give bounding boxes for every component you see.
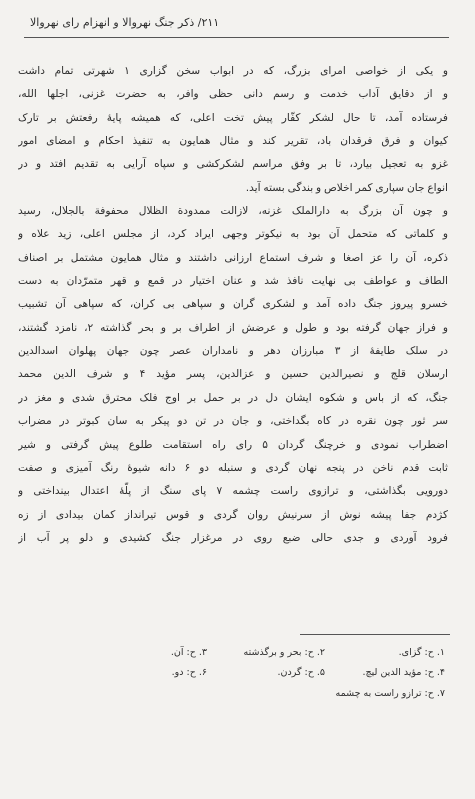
text-line: جنگ، که از باس و شکوه ایشان دل در بر حمل بر اوج فلک محترق شدی و مغز در: [18, 391, 448, 404]
text-line: فرستاده آمد، تا حال لشکر کفّار پیش تخت اعلی، که همیشه پایهٔ رفعتش بر تارک: [18, 111, 448, 124]
text-line: کیوان و فرق فرقدان باد، تقریر کند و مثال همایون به تنفیذ احکام و امضای امور: [18, 135, 448, 148]
footnote-2: ۲. ح: بحر و برگذشته: [243, 647, 325, 658]
text-line: ثابت قدم ناخن در پنجه نهان گردی و سنبله دو ۶ دانه شیوهٔ رنگ آمیزی و صفت: [18, 461, 448, 474]
body-text: [18, 60, 448, 550]
text-line: کژدم جفا پیشه نوش از سرنیش روان گردی و قوس تیرانداز کمان بیدادی از زه: [18, 508, 448, 521]
text-line: و فراز جهان گرفته بود و طول و عرضش از اطراف بر و بحر گذاشته ۲، نامزد گشتند،: [18, 321, 448, 334]
text-line: و از دقایق آداب خدمت و رسم دانی حظی وافر، به حضرت غزنی، اجلها الله،: [18, 88, 448, 101]
header-rule: [24, 37, 449, 38]
footnote-4: ۴. ح: مؤید الدین لیچ.: [362, 667, 445, 678]
text-line: در سلک طایفهٔ از ۳ مبارزان دهر و نامداران عصر چون جهان پهلوان اسدالدین: [18, 345, 448, 358]
running-header: ۲۱۱/ ذکر جنگ نهروالا و انهزام رای نهروالا: [30, 16, 220, 29]
footnote-7: ۷. ح: ترازو راست به چشمه: [335, 688, 445, 699]
text-line: و کلماتی که متحمل آن بود به نیکوتر وجهی ایراد کرد، از مجلس اعلی، زید علاه و: [18, 228, 448, 241]
footnote-rule: [300, 634, 450, 635]
footnote-6: ۶. ح: دو.: [171, 667, 207, 678]
text-line: خسرو پیروز جنگ داده آمد و لشکری گران و سپاهی بی کران، که سپاهی آن تشبیب: [18, 298, 448, 311]
footnote-1: ۱. ح: گزای.: [398, 647, 445, 658]
text-line: انواع جان سپاری کمر اخلاص و بندگی بسته آید.: [245, 181, 448, 194]
text-line: دورویی بگذاشتی، و ترازوی راست چشمه ۷ پای سنگ از پلّهٔ اعتدال بینداختی و: [18, 485, 448, 498]
footnote-5: ۵. ح: گردن.: [277, 667, 325, 678]
text-line: فرود آوردی و جدی حالی ضبع روی در مرغزار جنگ کشیدی و دلو پر آب از: [18, 531, 448, 544]
text-line: ذکره، آن را عز اصغا و شرف استماع ارزانی داشتند و مثال همایون مشتمل بر اصناف: [18, 251, 448, 264]
text-line: غزو به تعجیل بیارد، تا بر وفق مراسم لشکرکشی و سپاه آرایی به تقدیم افتد و در: [18, 158, 448, 171]
footnote-3: ۳. ح: آن.: [170, 647, 207, 658]
text-line: الطاف و عواطف بی نهایت نافذ شد و عنان اختیار در قمع و قهر متمرّدان به دست: [18, 275, 448, 288]
text-line: و چون آن بزرگ به دارالملک غزنه، لازالت ممدودة الظلال محفوفة بالجلال، رسید: [18, 205, 448, 218]
text-line: اضطراب نمودی و خرچنگ گردان ۵ رای راه استقامت طلوع پیش گرفتی و شیر: [18, 438, 448, 451]
text-line: سر ثور چون نقره در کاه بگداختی، و جان در تن دو پیکر به سان کبوتر در مضراب: [18, 415, 448, 428]
text-line: ارسلان قلج و نصیرالدین حسین و عزالدین، پسر مؤید ۴ و شرف الدین محمد: [18, 368, 448, 381]
text-line: و یکی از خواصی امرای بزرگ، که در ابواب سخن گزاری ۱ شهرتی تمام داشت: [18, 65, 448, 77]
